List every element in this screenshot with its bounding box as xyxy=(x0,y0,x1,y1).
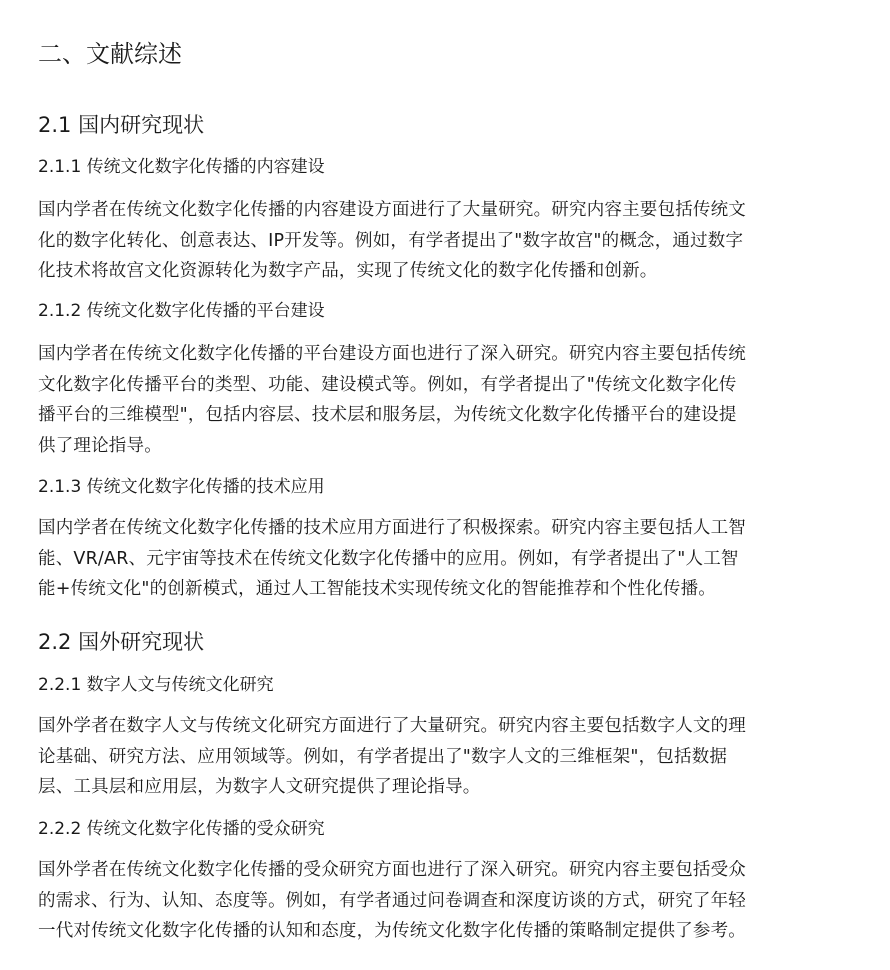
subsection-heading-2-1-3: 2.1.3 传统文化数字化传播的技术应用 xyxy=(38,477,325,497)
paragraph-2-2-1 xyxy=(38,711,838,803)
section-heading-2-1: 2.1 国内研究现状 xyxy=(38,113,205,137)
paragraph-line: 的需求、行为、认知、态度等。例如，有学者通过问卷调查和深度访谈的方式，研究了年轻 xyxy=(38,890,746,911)
paragraph-line: 文化数字化传播平台的类型、功能、建设模式等。例如，有学者提出了"传统文化数字化传 xyxy=(38,374,737,395)
paragraph-line: 能+传统文化"的创新模式，通过人工智能技术实现传统文化的智能推荐和个性化传播。 xyxy=(38,579,717,599)
paragraph-line: 层、工具层和应用层，为数字人文研究提供了理论指导。 xyxy=(38,777,481,797)
paragraph-line: 国内学者在传统文化数字化传播的内容建设方面进行了大量研究。研究内容主要包括传统文 xyxy=(38,200,746,220)
page-title: 二、文献综述 xyxy=(38,40,182,68)
paragraph-2-1-1 xyxy=(38,195,838,287)
paragraph-line: 供了理论指导。 xyxy=(38,435,162,456)
paragraph-line: 国外学者在数字人文与传统文化研究方面进行了大量研究。研究内容主要包括数字人文的理 xyxy=(38,716,746,736)
paragraph-line: 化的数字化转化、创意表达、IP开发等。例如，有学者提出了"数字故宫"的概念，通过数字 xyxy=(38,230,744,251)
paragraph-line: 化技术将故宫文化资源转化为数字产品，实现了传统文化的数字化传播和创新。 xyxy=(38,261,658,281)
paragraph-2-1-3 xyxy=(38,513,838,605)
paragraph-line: 国内学者在传统文化数字化传播的技术应用方面进行了积极探索。研究内容主要包括人工智 xyxy=(38,518,746,538)
subsection-heading-2-2-1: 2.2.1 数字人文与传统文化研究 xyxy=(38,675,274,695)
paragraph-line: 能、VR/AR、元宇宙等技术在传统文化数字化传播中的应用。例如，有学者提出了"人工智 xyxy=(38,548,739,569)
section-heading-2-2: 2.2 国外研究现状 xyxy=(38,630,205,654)
subsection-heading-2-2-2: 2.2.2 传统文化数字化传播的受众研究 xyxy=(38,819,325,839)
paragraph-line: 国内学者在传统文化数字化传播的平台建设方面也进行了深入研究。研究内容主要包括传统 xyxy=(38,344,746,364)
subsection-heading-2-1-1: 2.1.1 传统文化数字化传播的内容建设 xyxy=(38,157,325,177)
paragraph-2-2-2 xyxy=(38,855,838,947)
paragraph-line: 论基础、研究方法、应用领域等。例如，有学者提出了"数字人文的三维框架"，包括数据 xyxy=(38,746,728,767)
paragraph-line: 一代对传统文化数字化传播的认知和态度，为传统文化数字化传播的策略制定提供了参考。 xyxy=(38,921,746,941)
subsection-heading-2-1-2: 2.1.2 传统文化数字化传播的平台建设 xyxy=(38,301,325,321)
paragraph-line: 国外学者在传统文化数字化传播的受众研究方面也进行了深入研究。研究内容主要包括受众 xyxy=(38,860,746,880)
paragraph-2-1-2 xyxy=(38,339,838,461)
paragraph-line: 播平台的三维模型"，包括内容层、技术层和服务层，为传统文化数字化传播平台的建设提 xyxy=(38,405,737,425)
